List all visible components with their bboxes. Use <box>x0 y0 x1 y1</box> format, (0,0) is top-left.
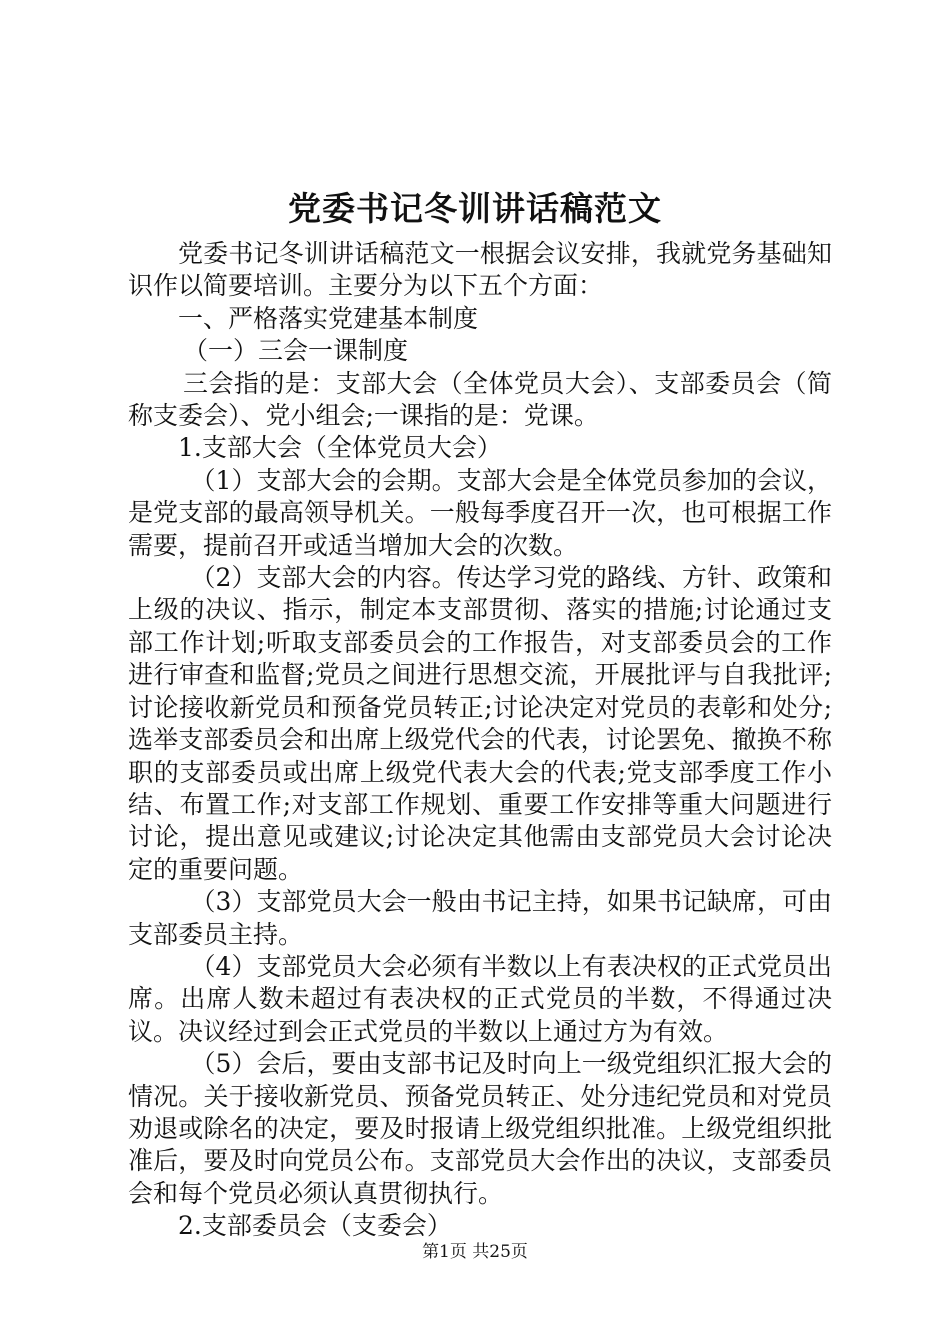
point-paragraph-2: （2）支部大会的内容。传达学习党的路线、方针、政策和上级的决议、指示，制定本支部贯彻、落实的措施;讨论通过支部工作计划;听取支部委员会的工作报告，对支部委员会的工作进行审查和监督;党员之间进行思想交流，开展批评与自我批评;讨论接收新党员和预备党员转正;讨论决定对党员的表彰和处分;选举支部委员会和出席上级党代会的代表，讨论罢免、撤换不称职的支部委员或出席上级党代表大会的代表;党支部季度工作小结、布置工作;对支部工作规划、重要工作安排等重大问题进行讨论，提出意见或建议;讨论决定其他需由支部党员大会讨论决定的重要问题。 <box>128 563 832 884</box>
document-body <box>128 238 832 1243</box>
intro-paragraph: 党委书记冬训讲话稿范文一根据会议安排，我就党务基础知识作以简要培训。主要分为以下五个方面： <box>128 239 832 301</box>
item-heading-2: 2.支部委员会（支委会） <box>178 1211 452 1241</box>
definition-paragraph: 三会指的是：支部大会（全体党员大会）、支部委员会（简称支委会）、党小组会;一课指的是：党课。 <box>128 368 832 431</box>
item-heading-1: 1.支部大会（全体党员大会） <box>178 433 502 463</box>
point-paragraph-3: （3）支部党员大会一般由书记主持，如果书记缺席，可由支部委员主持。 <box>128 887 832 949</box>
page-footer: 第1页 共25页 <box>422 1242 528 1262</box>
subsection-heading-1: （一）三会一课制度 <box>183 336 409 366</box>
section-heading-1: 一、严格落实党建基本制度 <box>178 303 479 333</box>
point-paragraph-5: （5）会后，要由支部书记及时向上一级党组织汇报大会的情况。关于接收新党员、预备党员转正、处分违纪党员和对党员劝退或除名的决定，要及时报请上级党组织批准。上级党组织批准后，要及时向党员公布。支部党员大会作出的决议，支部委员会和每个党员必须认真贯彻执行。 <box>128 1049 832 1208</box>
document-title: 党委书记冬训讲话稿范文 <box>288 189 662 228</box>
point-paragraph-4: （4）支部党员大会必须有半数以上有表决权的正式党员出席。出席人数未超过有表决权的正式党员的半数，不得通过决议。决议经过到会正式党员的半数以上通过方为有效。 <box>128 951 832 1046</box>
point-paragraph-1: （1）支部大会的会期。支部大会是全体党员参加的会议，是党支部的最高领导机关。一般每季度召开一次，也可根据工作需要，提前召开或适当增加大会的次数。 <box>128 465 832 560</box>
